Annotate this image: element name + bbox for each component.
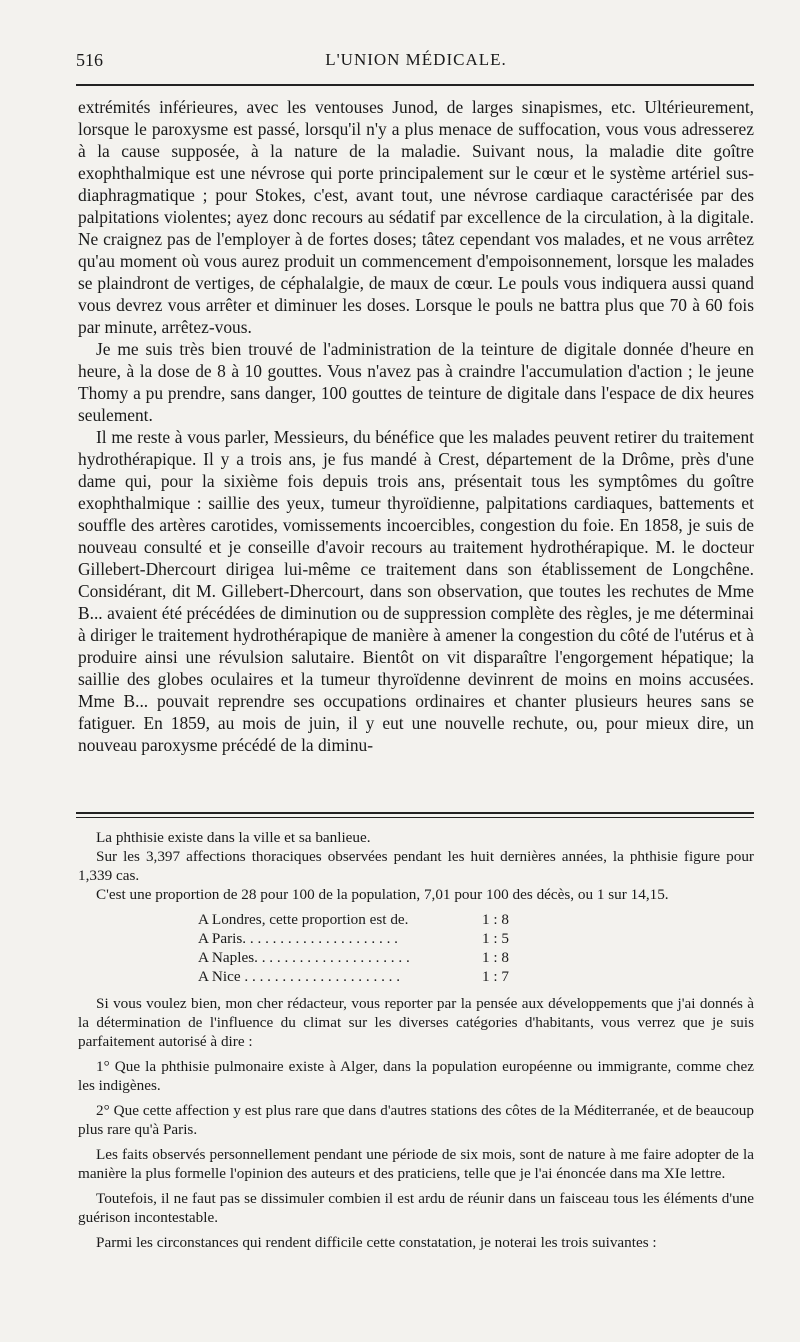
city-cell: A Naples. . . . . . . . . . . . . . . . . . . . . (198, 949, 410, 966)
main-paragraph: extrémités inférieures, avec les ventouses Junod, de larges sinapismes, etc. Ultérieurement, lorsque le paroxysme est passé, lorsqu'il n'y a plus menace de suffocation, vous vous adresserez à la cause supposée, à la nature de la maladie. Suivant nous, la maladie dite goître exophthalmique est une névrose qui porte principalement sur le cœur et le système artériel sus-diaphragmatique ; pour Stokes, c'est, avant tout, une névrose cardiaque caractérisée par des palpitations violentes; ayez donc recours au sédatif par excellence de la circulation, à la digitale. Ne craignez pas de l'employer à de fortes doses; tâtez cependant vos malades, et ne vous arrêtez qu'au moment où vous aurez produit un commencement d'empoisonnement, lorsque les malades se plaindront de vertiges, de céphalalgie, de maux de cœur. Le pouls vous indiquera aussi quand vous devrez vous arrêter et diminuer les doses. Lorsque le pouls ne battra plus que 70 à 60 fois par minute, arrêtez-vous. (78, 97, 754, 337)
page-number: 516 (76, 50, 103, 70)
phthisis-proportion-table (198, 910, 542, 986)
city-cell: A Paris. . . . . . . . . . . . . . . . . . . . . (198, 930, 398, 947)
header-rule (76, 84, 754, 86)
table-row (198, 929, 542, 948)
footnote-paragraph: Toutefois, il ne faut pas se dissimuler combien il est ardu de réunir dans un faisceau tous les éléments d'une guérison incontestable. (78, 1190, 754, 1226)
ratio-cell: 1 : 8 (482, 949, 510, 966)
ratio-cell: 1 : 5 (482, 930, 510, 947)
footnote-paragraph: La phthisie existe dans la ville et sa banlieue. (96, 829, 371, 846)
footnote-paragraph: 1° Que la phthisie pulmonaire existe à Alger, dans la population européenne ou immigrante, comme chez les indigènes. (78, 1058, 754, 1094)
ratio-cell: 1 : 8 (482, 911, 510, 928)
footnote-paragraph: Les faits observés personnellement pendant une période de six mois, sont de nature à me faire adopter de la manière la plus formelle l'opinion des auteurs et des praticiens, telle que je l'ai énoncée dans ma XIe lettre. (78, 1146, 754, 1182)
footnote-paragraph: 2° Que cette affection y est plus rare que dans d'autres stations des côtes de la Méditerranée, et de beaucoup plus rare qu'à Paris. (78, 1102, 754, 1138)
footnote-paragraph: Si vous voulez bien, mon cher rédacteur, vous reporter par la pensée aux développements que j'ai donnés à la détermination de l'influence du climat sur les diverses catégories d'habitants, vous verrez que je suis parfaitement autorisé à dire : (78, 995, 754, 1050)
city-cell: A Nice . . . . . . . . . . . . . . . . . . . . . (198, 968, 401, 985)
main-paragraph: Je me suis très bien trouvé de l'administration de la teinture de digitale donnée d'heure en heure, à la dose de 8 à 10 gouttes. Vous n'avez pas à craindre l'accumulation d'action ; le jeune Thomy a pu prendre, sans danger, 100 gouttes de teinture de digitale dans l'espace de dix heures seulement. (78, 339, 754, 425)
ratio-cell: 1 : 7 (482, 968, 510, 985)
footnote-paragraph: Sur les 3,397 affections thoraciques observées pendant les huit dernières années, la phthisie figure pour 1,339 cas. (78, 848, 754, 884)
main-text (78, 96, 754, 756)
footnote-section (78, 828, 754, 1252)
city-cell: A Londres, cette proportion est de. (198, 911, 409, 928)
footnote-rule-thin (76, 817, 754, 818)
running-header (76, 50, 756, 74)
table-row (198, 910, 542, 929)
main-paragraph: Il me reste à vous parler, Messieurs, du bénéfice que les malades peuvent retirer du traitement hydrothérapique. Il y a trois ans, je fus mandé à Crest, département de la Drôme, près d'une dame qui, pour la sixième fois depuis trois ans, présentait tous les symptômes du goître exophthalmique : saillie des yeux, tumeur thyroïdienne, palpitations cardiaques, battements et souffle des artères carotides, vomissements incoercibles, congestion du foie. En 1858, je suis de nouveau consulté et je conseille d'avoir recours au traitement hydrothérapique. M. le docteur Gillebert-Dhercourt dirigea lui-même ce traitement dans son établissement de Longchêne. Considérant, dit M. Gillebert-Dhercourt, dans son observation, que toutes les rechutes de Mme B... avaient été précédées de diminution ou de suppression complète des règles, je me déterminai à diriger le traitement hydrothérapique de manière à amener la congestion du côté de l'utérus et à produire ainsi une révulsion salutaire. Bientôt on vit disparaître l'engorgement hépatique; la saillie des globes oculaires et la tumeur thyroïdenne devinrent de moins en moins accusées. Mme B... pouvait reprendre ses occupations ordinaires et chanter plusieurs heures sans se fatiguer. En 1859, au mois de juin, il y eut une nouvelle rechute, ou, pour mieux dire, un nouveau paroxysme précédé de la diminu- (78, 427, 754, 755)
footnote-rule (76, 812, 754, 814)
table-row (198, 967, 542, 986)
footnote-paragraph: Parmi les circonstances qui rendent difficile cette constatation, je noterai les trois suivantes : (96, 1234, 657, 1251)
footnote-paragraph: C'est une proportion de 28 pour 100 de la population, 7,01 pour 100 des décès, ou 1 sur 14,15. (96, 886, 669, 903)
table-row (198, 948, 542, 967)
journal-title: L'UNION MÉDICALE. (325, 50, 507, 69)
